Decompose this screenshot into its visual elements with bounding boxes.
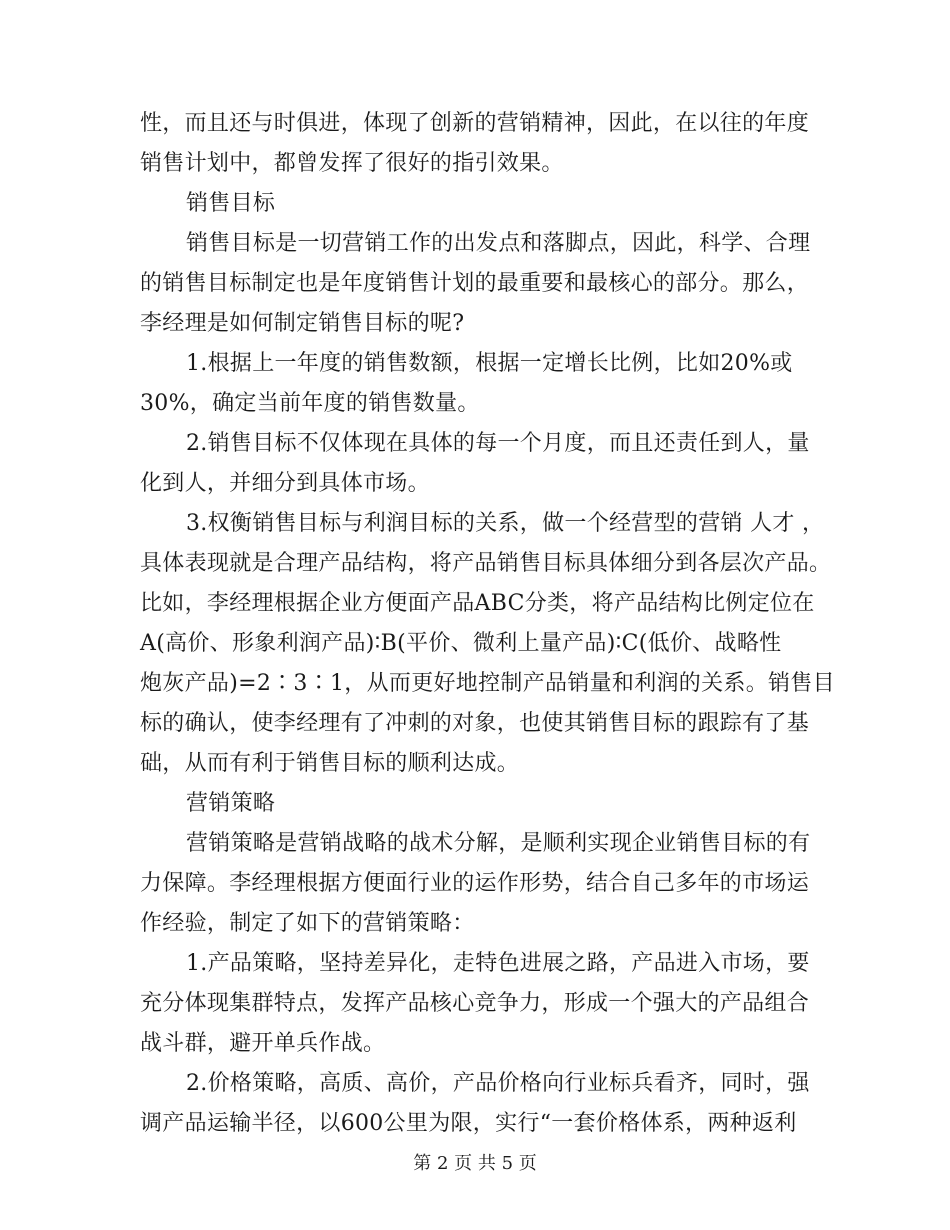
section-heading: 销售目标 [186, 191, 276, 216]
body-text-line: 3.权衡销售目标与利润目标的关系，做一个经营型的营销 人才 ， [186, 511, 825, 536]
body-text-line: A(高价、形象利润产品)∶B(平价、微利上量产品)∶C(低价、战略性 [140, 631, 782, 656]
document-body [140, 106, 835, 1141]
body-text-line: 具体表现就是合理产品结构，将产品销售目标具体细分到各层次产品。 [140, 551, 832, 576]
page-number-footer: 第 2 页 共 5 页 [413, 1153, 537, 1174]
body-text-line: 标的确认，使李经理有了冲刺的对象，也使其销售目标的跟踪有了基 [140, 711, 810, 736]
body-text-line: 化到人，并细分到具体市场。 [140, 471, 430, 496]
body-text-line: 的销售目标制定也是年度销售计划的最重要和最核心的部分。那么， [140, 271, 810, 296]
body-text-line: 销售计划中，都曾发挥了很好的指引效果。 [140, 151, 564, 176]
body-text-line: 炮灰产品)=2∶3∶1，从而更好地控制产品销量和利润的关系。销售目 [140, 671, 835, 696]
body-text-line: 调产品运输半径，以600公里为限，实行“一套价格体系，两种返利 [140, 1111, 797, 1136]
body-text-line: 力保障。李经理根据方便面行业的运作形势，结合自己多年的市场运 [140, 871, 810, 896]
body-text-line: 性，而且还与时俱进，体现了创新的营销精神，因此，在以往的年度 [140, 111, 810, 136]
body-text-line: 营销策略是营销战略的战术分解，是顺利实现企业销售目标的有 [186, 831, 811, 856]
body-text-line: 战斗群，避开单兵作战。 [140, 1031, 386, 1056]
body-text-line: 30%，确定当前年度的销售数量。 [140, 391, 480, 416]
section-heading: 营销策略 [186, 791, 276, 816]
body-text-line: 1.根据上一年度的销售数额，根据一定增长比例，比如20%或 [186, 351, 793, 376]
body-text-line: 比如，李经理根据企业方便面产品ABC分类，将产品结构比例定位在 [140, 591, 815, 616]
body-text-line: 础，从而有利于销售目标的顺利达成。 [140, 751, 520, 776]
body-text-line: 销售目标是一切营销工作的出发点和落脚点，因此，科学、合理 [186, 231, 811, 256]
body-text-line: 作经验，制定了如下的营销策略： [140, 911, 475, 936]
body-text-line: 充分体现集群特点，发挥产品核心竞争力，形成一个强大的产品组合 [140, 991, 810, 1016]
body-text-line: 1.产品策略，坚持差异化，走特色进展之路，产品进入市场，要 [186, 951, 810, 976]
body-text-line: 2.价格策略，高质、高价，产品价格向行业标兵看齐，同时，强 [186, 1071, 810, 1096]
body-text-line: 李经理是如何制定销售目标的呢? [140, 311, 465, 336]
body-text-line: 2.销售目标不仅体现在具体的每一个月度，而且还责任到人，量 [186, 431, 810, 456]
